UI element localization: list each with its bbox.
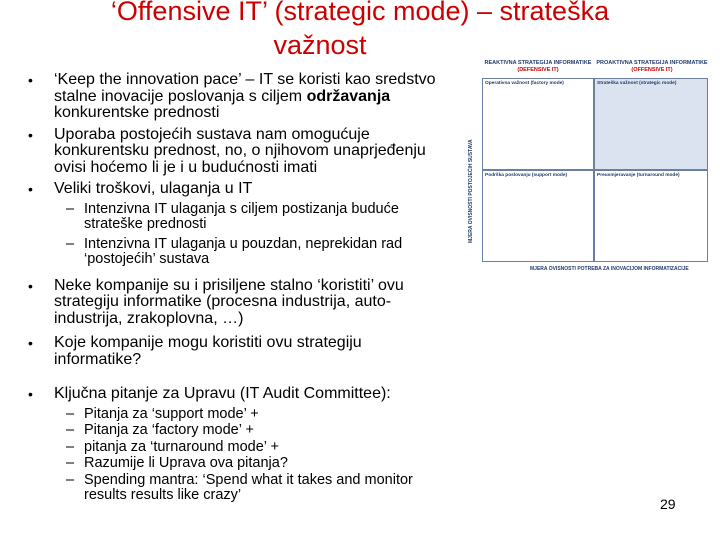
quadrant-strategic: Strateška važnost (strategic mode) xyxy=(594,78,708,170)
sub-bullet-item xyxy=(26,440,446,456)
page-number: 29 xyxy=(660,496,676,512)
bullet-marker: • xyxy=(28,126,33,143)
dash-marker: – xyxy=(66,200,75,217)
sub-bullet-item xyxy=(26,423,446,439)
bullet-item xyxy=(26,335,446,368)
bullet-text: ‘Keep the innovation pace’ – IT se koristi kao sredstvo stalne inovacije poslovanja s ciljem xyxy=(54,71,436,105)
title-line-1: ‘Offensive IT’ (strategic mode) – strateška xyxy=(110,0,610,26)
bullet-text-bold: održavanja xyxy=(306,87,391,105)
sub-bullet-item xyxy=(26,456,446,472)
quadrant-support: Podrška poslovanju (support mode) xyxy=(482,170,594,262)
sub-bullet-item xyxy=(26,407,446,423)
bullet-marker: • xyxy=(28,335,33,351)
bullet-marker: • xyxy=(28,277,33,294)
figure-vertical-axis-label: MJERA OVISNOSTI POSTOJEĆIH SUSTAVA xyxy=(468,139,474,243)
dash-marker: – xyxy=(66,455,75,471)
bullet-text: Pitanja za ‘support mode’ + xyxy=(84,405,259,422)
strategy-matrix-figure xyxy=(470,58,712,278)
bullet-text: Intenzivna IT ulaganja s ciljem postizanja buduće strateške prednosti xyxy=(84,200,399,232)
dash-marker: – xyxy=(66,438,75,455)
dash-marker: – xyxy=(66,471,75,488)
bullet-item xyxy=(26,72,446,122)
bullet-text: Neke kompanije su i prisiljene stalno ‘koristiti’ ovu strategiju informatike (procesna industrija, auto-industrija, zrakoplovna, …) xyxy=(54,276,404,327)
dash-marker: – xyxy=(66,405,75,422)
dash-marker: – xyxy=(66,422,75,438)
bullet-text: Spending mantra: ‘Spend what it takes and monitor results results like crazy’ xyxy=(84,471,413,503)
figure-header-right: PROAKTIVNA STRATEGIJA INFORMATIKE (OFFENSIVE IT) xyxy=(596,60,708,73)
slide-title xyxy=(0,0,720,62)
bullet-item xyxy=(26,127,446,177)
sub-bullet-item xyxy=(26,473,446,504)
bullet-marker: • xyxy=(28,72,33,88)
bullet-text: Pitanja za ‘factory mode’ + xyxy=(84,422,254,438)
bullet-marker: • xyxy=(28,386,33,402)
bullet-text: Veliki troškovi, ulaganja u IT xyxy=(54,180,253,197)
bullet-text: Uporaba postojećih sustava nam omogućuje konkurentsku prednost, no, o njihovom unaprjeđenju ovisi hoćemo li je i u budućnosti imati xyxy=(54,125,426,176)
sub-bullet-item xyxy=(26,202,446,233)
bullet-list xyxy=(26,72,446,504)
quadrant-turnaround: Preusmjeravanje (turnaround mode) xyxy=(594,170,708,262)
bullet-item xyxy=(26,181,446,198)
bullet-text: Razumije li Uprava ova pitanja? xyxy=(84,455,288,471)
bullet-text: Koje kompanije mogu koristiti ovu strategiju informatike? xyxy=(54,334,362,368)
title-line-2: važnost xyxy=(273,30,367,60)
figure-header-left: REAKTIVNA STRATEGIJA INFORMATIKE (DEFENSIVE IT) xyxy=(484,60,592,73)
quadrant-factory: Operativna važnost (factory mode) xyxy=(482,78,594,170)
bullet-text: pitanja za ‘turnaround mode’ + xyxy=(84,438,279,455)
bullet-item xyxy=(26,278,446,328)
bullet-text: Ključna pitanje za Upravu (IT Audit Committee): xyxy=(54,385,391,402)
bullet-text: konkurentske prednosti xyxy=(54,104,220,121)
figure-horizontal-axis-label: MJERA OVISNOSTI POTREBA ZA INOVACIJOM INFORMATIZACIJE xyxy=(530,266,689,272)
sub-bullet-item xyxy=(26,237,446,268)
bullet-marker: • xyxy=(28,181,33,197)
bullet-item xyxy=(26,386,446,403)
bullet-text: Intenzivna IT ulaganja u pouzdan, neprekidan rad ‘postojećih’ sustava xyxy=(84,235,403,267)
dash-marker: – xyxy=(66,235,75,252)
